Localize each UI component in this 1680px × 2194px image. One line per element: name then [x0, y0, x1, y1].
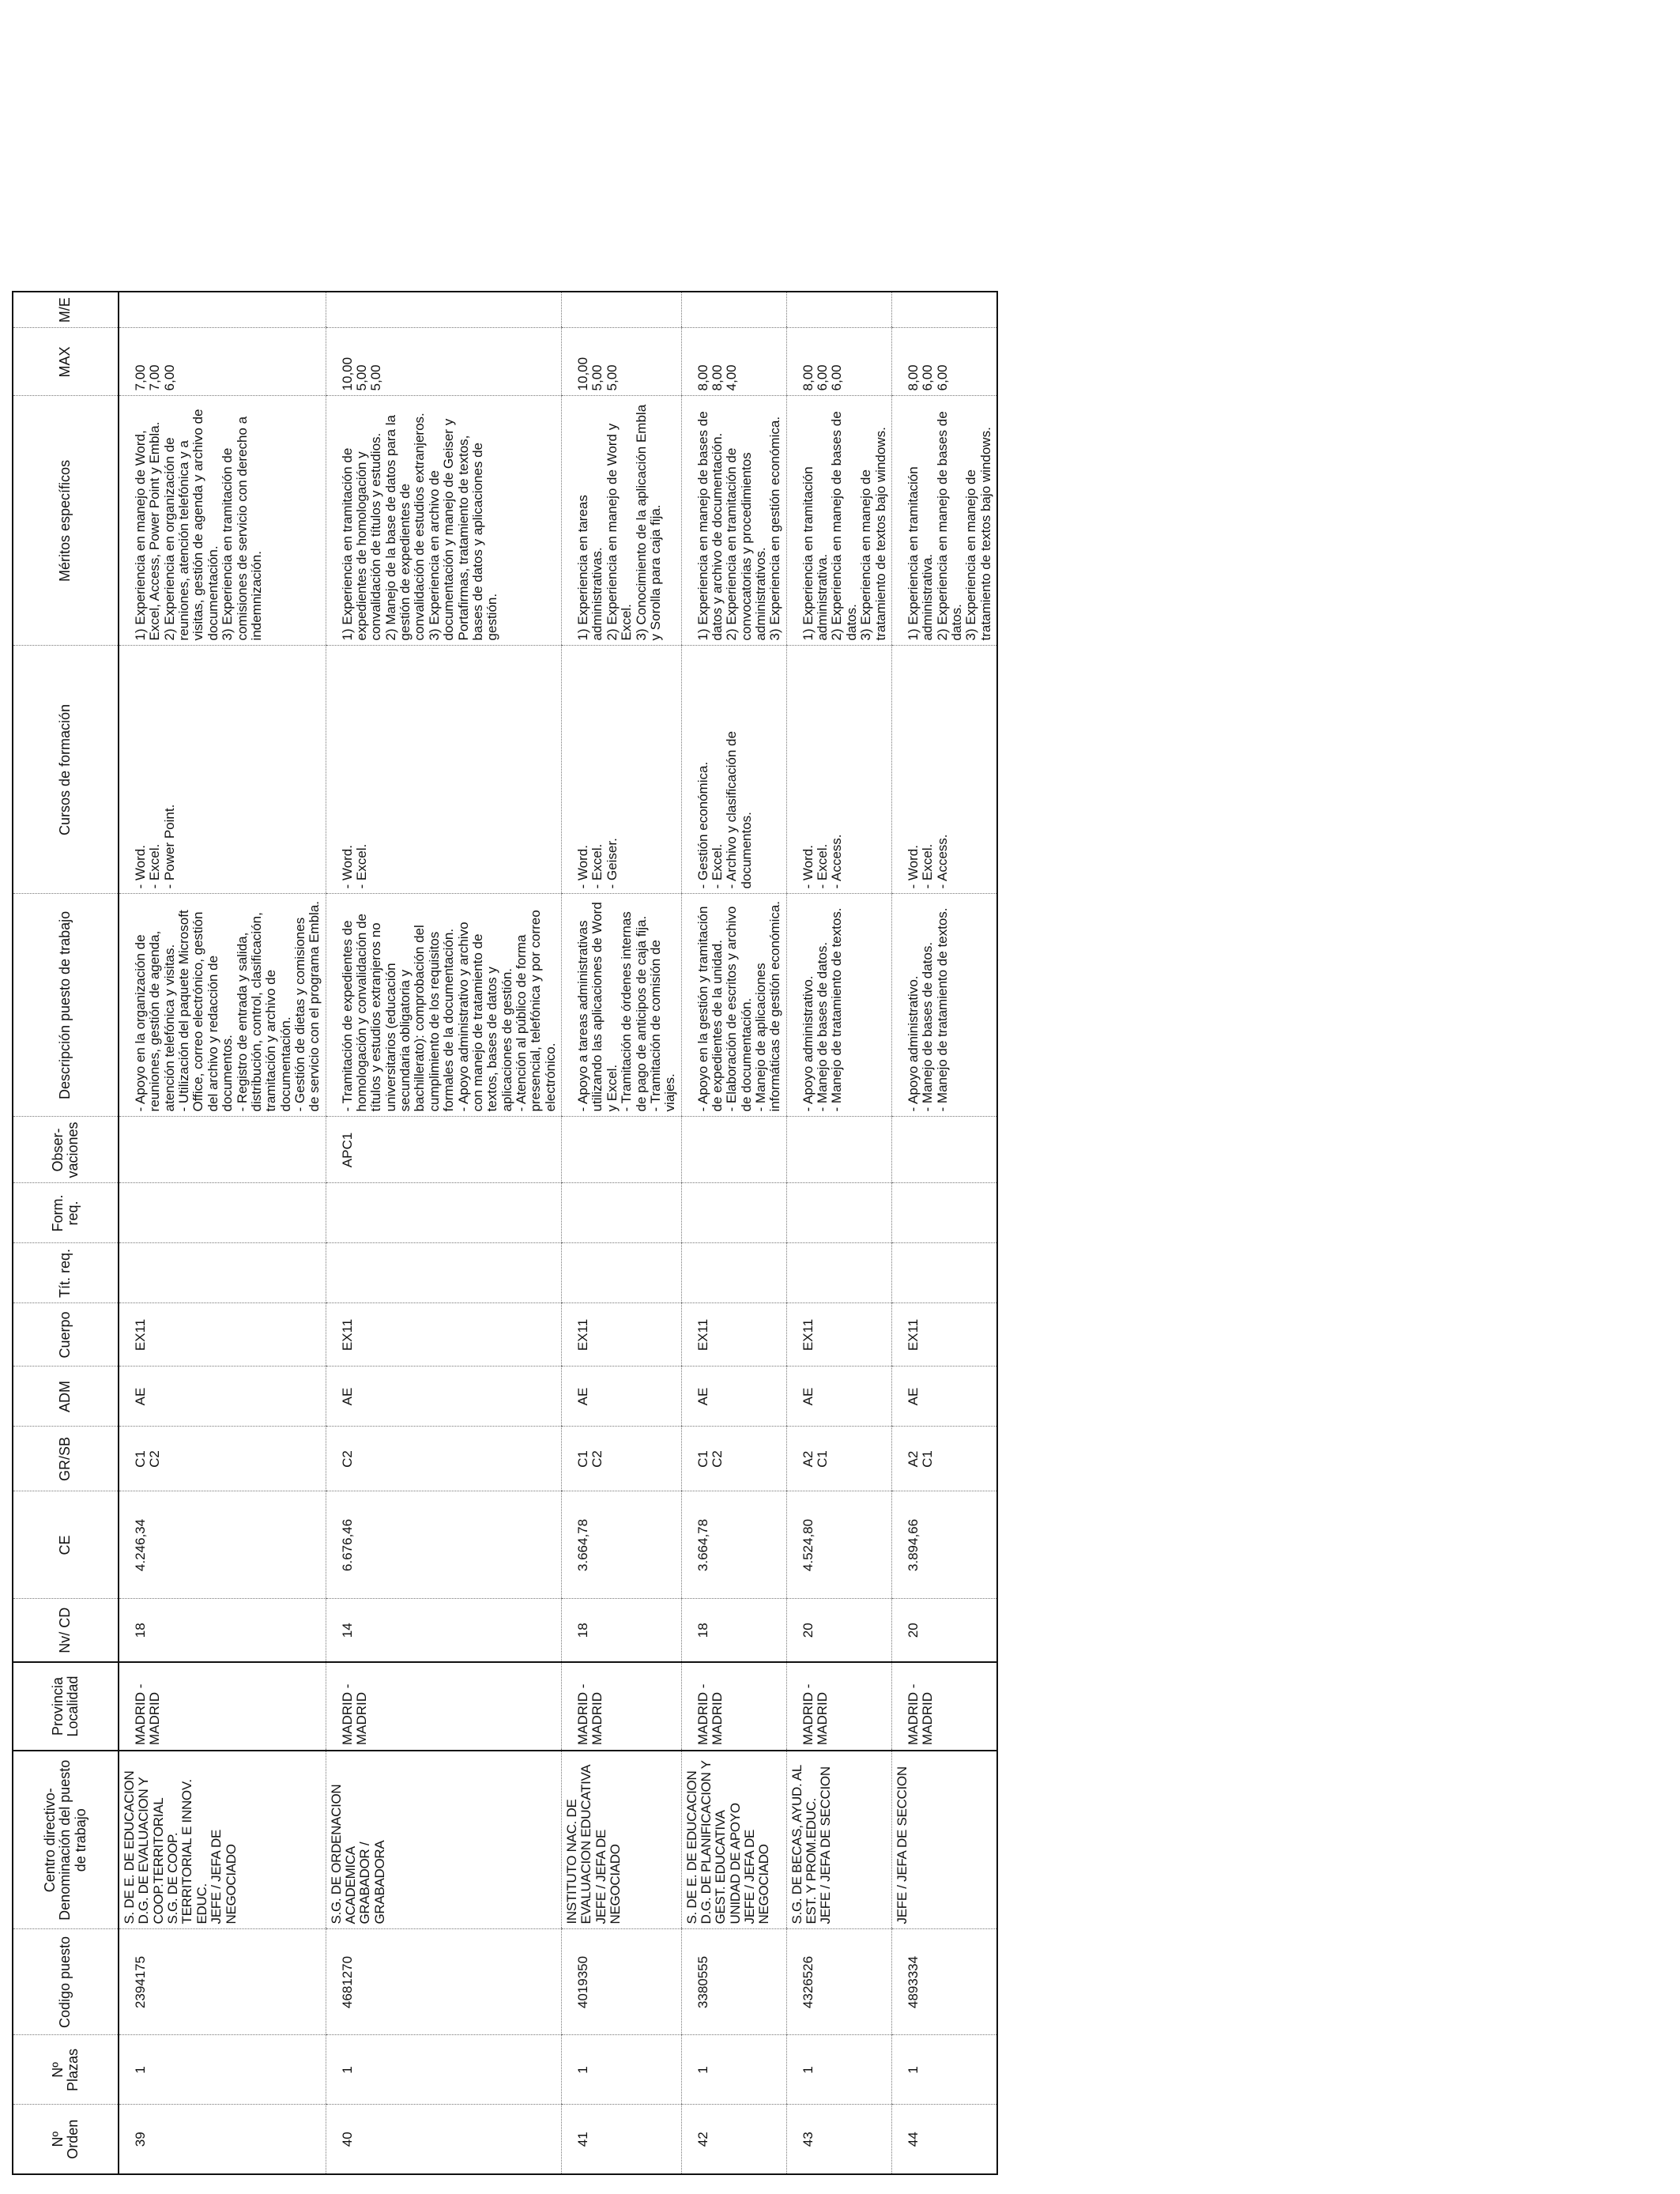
- descripcion-line: - Elaboración de escritos y archivo de documentación.: [724, 906, 754, 1112]
- merito-item: 2) Experiencia en manejo de bases de datos.: [934, 411, 964, 641]
- max-cell: [681, 328, 786, 396]
- centro-cell: [681, 1751, 786, 1929]
- puesto-name: JEFE / JEFA DE SECCION: [894, 1766, 910, 1924]
- descripcion-line: - Tramitación de órdenes internas de pago de anticipos de caja fija.: [619, 911, 649, 1112]
- curso-item: - Word.: [800, 845, 816, 889]
- max-value: 5,00: [590, 364, 605, 391]
- cursos-cell: [891, 646, 997, 894]
- grupo-cell: [681, 1427, 786, 1491]
- max-value: 5,00: [354, 364, 370, 391]
- descripcion-line: - Tramitación de comisión de viajes.: [647, 940, 678, 1112]
- nivel-cell: 20: [891, 1599, 997, 1662]
- max-value: 5,00: [604, 364, 620, 391]
- centro-line: S.G. DE COOP. TERRITORIAL E INNOV. EDUC.: [165, 1779, 209, 1924]
- curso-item: - Power Point.: [161, 804, 177, 889]
- titulacion-cell: [326, 1243, 561, 1303]
- titulacion-cell: [786, 1243, 891, 1303]
- descripcion-cell: [786, 894, 891, 1117]
- cuerpo-cell: EX11: [786, 1303, 891, 1367]
- grupo-value: C1: [815, 1450, 831, 1468]
- codigo-cell: 4326526: [786, 1929, 891, 2035]
- provincia-cell: MADRID - MADRID: [119, 1662, 326, 1751]
- merito-item: 1) Experiencia en tramitación de expedientes de homologación y convalidación de títulos y estudios.: [339, 432, 384, 641]
- descripcion-line: - Registro de entrada y salida, distribución, control, clasificación, tramitación y archivo de documentación.: [234, 912, 293, 1112]
- observaciones-cell: APC1: [326, 1117, 561, 1183]
- orden-cell: 44: [891, 2105, 997, 2174]
- meritos-cell: [681, 396, 786, 646]
- table-row: [681, 292, 786, 2174]
- curso-item: - Word.: [133, 845, 148, 889]
- codigo-cell: 4893334: [891, 1929, 997, 2035]
- table-row: [119, 292, 326, 2174]
- max-value: 6,00: [829, 364, 845, 391]
- curso-item: - Excel.: [147, 843, 163, 889]
- grupo-value: C1: [133, 1450, 148, 1468]
- descripcion-line: - Apoyo en la organización de reuniones, gestión de agenda, atención telefónica y visitas.: [133, 930, 177, 1112]
- merito-item: 2) Experiencia en tramitación de convocatorias y procedimientos administrativos.: [724, 447, 769, 641]
- grupo-value: C2: [339, 1450, 355, 1468]
- descripcion-cell: [119, 894, 326, 1117]
- descripcion-line: - Utilización del paquete Microsoft Office, correo electrónico, gestión del archivo y redacción de documentos.: [176, 910, 235, 1112]
- header-codigo: Codigo puesto: [13, 1929, 119, 2035]
- max-cell: [786, 328, 891, 396]
- max-cell: [562, 328, 682, 396]
- cursos-cell: [326, 646, 561, 894]
- centro-line: D.G. DE PLANIFICACION Y GEST. EDUCATIVA: [698, 1760, 729, 1924]
- me-cell: [562, 292, 682, 328]
- curso-item: - Access.: [934, 834, 950, 889]
- centro-line: S.G. DE ORDENACION ACADEMICA: [328, 1784, 359, 1924]
- grupo-value: C2: [590, 1450, 605, 1468]
- plazas-cell: 1: [326, 2035, 561, 2105]
- table-row: [562, 292, 682, 2174]
- formacion-cell: [681, 1183, 786, 1243]
- meritos-cell: [119, 396, 326, 646]
- header-orden: Nº Orden: [13, 2105, 119, 2174]
- titulacion-cell: [119, 1243, 326, 1303]
- header-cursos: Cursos de formación: [13, 646, 119, 894]
- header-ce: CE: [13, 1491, 119, 1599]
- max-value: 10,00: [575, 356, 591, 391]
- adm-cell: AE: [786, 1367, 891, 1427]
- descripcion-line: - Manejo de bases de datos.: [815, 941, 831, 1112]
- grupo-value: C2: [709, 1450, 725, 1468]
- ce-cell: 6.676,46: [326, 1491, 561, 1599]
- formacion-cell: [326, 1183, 561, 1243]
- grupo-value: C1: [695, 1450, 710, 1468]
- provincia-cell: MADRID - MADRID: [786, 1662, 891, 1751]
- descripcion-line: - Apoyo administrativo.: [800, 975, 816, 1112]
- table-body: [119, 292, 997, 2174]
- merito-item: 2) Experiencia en organización de reuniones, atención telefónica y a visitas, gestión de agenda y archivo de documentación.: [161, 409, 220, 641]
- cuerpo-cell: EX11: [119, 1303, 326, 1367]
- centro-line: UNIDAD DE APOYO: [727, 1803, 743, 1924]
- meritos-cell: [562, 396, 682, 646]
- observaciones-cell: [681, 1117, 786, 1183]
- header-meritos: Méritos específicos: [13, 396, 119, 646]
- curso-item: - Excel.: [590, 843, 605, 889]
- puesto-name: GRABADOR / GRABADORA: [357, 1840, 387, 1924]
- max-cell: [119, 328, 326, 396]
- header-plazas: Nº Plazas: [13, 2035, 119, 2105]
- centro-cell: [119, 1751, 326, 1929]
- header-grupo: GR/SB: [13, 1427, 119, 1491]
- curso-item: - Excel.: [709, 843, 725, 889]
- ce-cell: 3.894,66: [891, 1491, 997, 1599]
- nivel-cell: 18: [562, 1599, 682, 1662]
- job-positions-table: [12, 291, 998, 2175]
- provincia-cell: MADRID - MADRID: [891, 1662, 997, 1751]
- plazas-cell: 1: [562, 2035, 682, 2105]
- header-centro: Centro directivo-Denominación del puesto de trabajo: [13, 1751, 119, 1929]
- header-observaciones: Obser-vaciones: [13, 1117, 119, 1183]
- curso-item: - Archivo y clasificación de documentos.: [724, 731, 754, 889]
- cursos-cell: [786, 646, 891, 894]
- max-value: 6,00: [920, 364, 936, 391]
- nivel-cell: 18: [119, 1599, 326, 1662]
- nivel-cell: 14: [326, 1599, 561, 1662]
- curso-item: - Word.: [575, 845, 591, 889]
- puesto-name: JEFE / JEFA DE SECCION: [818, 1766, 834, 1924]
- cursos-cell: [681, 646, 786, 894]
- curso-item: - Excel.: [815, 843, 831, 889]
- provincia-cell: MADRID - MADRID: [326, 1662, 561, 1751]
- observaciones-cell: [562, 1117, 682, 1183]
- observaciones-cell: [891, 1117, 997, 1183]
- merito-item: 2) Manejo de la base de datos para la gestión de expedientes de convalidación de estudios extranjeros.: [382, 413, 428, 641]
- merito-item: 1) Experiencia en tramitación administrativa.: [905, 466, 936, 641]
- grupo-value: C2: [147, 1450, 163, 1468]
- centro-line: S. DE E. DE EDUCACION: [122, 1770, 137, 1924]
- header-titulacion: Tít. req.: [13, 1243, 119, 1303]
- adm-cell: AE: [562, 1367, 682, 1427]
- plazas-cell: 1: [891, 2035, 997, 2105]
- observaciones-cell: [786, 1117, 891, 1183]
- max-value: 4,00: [724, 364, 740, 391]
- grupo-cell: [119, 1427, 326, 1491]
- cursos-cell: [562, 646, 682, 894]
- curso-item: - Access.: [829, 834, 845, 889]
- merito-item: 3) Experiencia en archivo de documentación y manejo de Geiser y Portafirmas, tratamiento de textos, bases de datos y aplicaciones de gestión.: [426, 418, 500, 641]
- centro-cell: [891, 1751, 997, 1929]
- merito-item: 3) Conocimiento de la aplicación Embla y Sorolla para caja fija.: [633, 404, 663, 641]
- merito-item: 1) Experiencia en tramitación administrativa.: [800, 466, 831, 641]
- descripcion-line: - Manejo de bases de datos.: [920, 941, 936, 1112]
- max-value: 6,00: [161, 364, 177, 391]
- table-row: [786, 292, 891, 2174]
- max-cell: [891, 328, 997, 396]
- header-formacion: Form. req.: [13, 1183, 119, 1243]
- me-cell: [786, 292, 891, 328]
- codigo-cell: 4019350: [562, 1929, 682, 2035]
- max-value: 8,00: [695, 364, 710, 391]
- orden-cell: 41: [562, 2105, 682, 2174]
- grupo-cell: [562, 1427, 682, 1491]
- adm-cell: AE: [326, 1367, 561, 1427]
- adm-cell: AE: [681, 1367, 786, 1427]
- max-value: 7,00: [147, 364, 163, 391]
- header-adm: ADM: [13, 1367, 119, 1427]
- curso-item: - Word.: [339, 845, 355, 889]
- meritos-cell: [891, 396, 997, 646]
- grupo-value: A2: [905, 1450, 921, 1468]
- ce-cell: 4.246,34: [119, 1491, 326, 1599]
- curso-item: - Word.: [905, 845, 921, 889]
- grupo-value: A2: [800, 1450, 816, 1468]
- orden-cell: 43: [786, 2105, 891, 2174]
- codigo-cell: 3380555: [681, 1929, 786, 2035]
- adm-cell: AE: [119, 1367, 326, 1427]
- merito-item: 3) Experiencia en gestión económica.: [767, 416, 783, 641]
- max-value: 5,00: [368, 364, 384, 391]
- ce-cell: 3.664,78: [681, 1491, 786, 1599]
- header-descripcion: Descripción puesto de trabajo: [13, 894, 119, 1117]
- me-cell: [891, 292, 997, 328]
- max-value: 10,00: [339, 356, 355, 391]
- plazas-cell: 1: [681, 2035, 786, 2105]
- nivel-cell: 18: [681, 1599, 786, 1662]
- merito-item: 1) Experiencia en tareas administrativas.: [575, 495, 605, 641]
- descripcion-line: - Apoyo a tareas administrativas utilizando las aplicaciones de Word y Excel.: [575, 902, 620, 1112]
- max-value: 8,00: [800, 364, 816, 391]
- puesto-name: JEFE / JEFA DE NEGOCIADO: [593, 1829, 623, 1924]
- grupo-cell: [326, 1427, 561, 1491]
- grupo-value: C1: [575, 1450, 591, 1468]
- formacion-cell: [119, 1183, 326, 1243]
- me-cell: [681, 292, 786, 328]
- table-header-row: [13, 292, 119, 2174]
- descripcion-cell: [562, 894, 682, 1117]
- grupo-cell: [786, 1427, 891, 1491]
- grupo-value: C1: [920, 1450, 936, 1468]
- observaciones-cell: [119, 1117, 326, 1183]
- centro-line: D.G. DE EVALUACION Y COOP.TERRITORIAL: [136, 1777, 166, 1924]
- meritos-cell: [786, 396, 891, 646]
- descripcion-line: - Atención al público de forma presencial, telefónica y por correo electrónico.: [513, 910, 558, 1112]
- curso-item: - Gestión económica.: [695, 761, 710, 889]
- header-provincia: Provincia Localidad: [13, 1662, 119, 1751]
- table-row: [326, 292, 561, 2174]
- orden-cell: 40: [326, 2105, 561, 2174]
- header-max: MAX: [13, 328, 119, 396]
- curso-item: - Excel.: [354, 843, 370, 889]
- grupo-cell: [891, 1427, 997, 1491]
- descripcion-line: - Tramitación de expedientes de homologación y convalidación de títulos y estudios extranjeros no universitarios (educación secundaria obligatoria y bachillerato): comprobación del cumplimiento de los requisitos formales de la documentación.: [339, 914, 457, 1112]
- codigo-cell: 4681270: [326, 1929, 561, 2035]
- centro-line: S. DE E. DE EDUCACION: [684, 1770, 699, 1924]
- header-nivel: Nv/ CD: [13, 1599, 119, 1662]
- descripcion-line: - Gestión de dietas y comisiones de servicio con el programa Embla.: [292, 900, 322, 1112]
- centro-line: S.G. DE BECAS, AYUD. AL EST. Y PROM.EDUC.: [789, 1765, 819, 1924]
- centro-cell: [562, 1751, 682, 1929]
- max-value: 6,00: [934, 364, 950, 391]
- descripcion-cell: [681, 894, 786, 1117]
- titulacion-cell: [681, 1243, 786, 1303]
- titulacion-cell: [891, 1243, 997, 1303]
- max-cell: [326, 328, 561, 396]
- descripcion-line: - Apoyo en la gestión y tramitación de expedientes de la unidad.: [695, 906, 725, 1112]
- descripcion-line: - Manejo de aplicaciones informáticas de gestión económica.: [753, 900, 783, 1112]
- table-row: [891, 292, 997, 2174]
- titulacion-cell: [562, 1243, 682, 1303]
- me-cell: [119, 292, 326, 328]
- merito-item: 2) Experiencia en manejo de bases de datos.: [829, 411, 859, 641]
- ce-cell: 3.664,78: [562, 1491, 682, 1599]
- max-value: 8,00: [905, 364, 921, 391]
- centro-cell: [326, 1751, 561, 1929]
- cursos-cell: [119, 646, 326, 894]
- descripcion-cell: [326, 894, 561, 1117]
- cuerpo-cell: EX11: [326, 1303, 561, 1367]
- merito-item: 2) Experiencia en manejo de Word y Excel.: [604, 423, 635, 641]
- descripcion-line: - Manejo de tratamiento de textos.: [829, 907, 845, 1112]
- orden-cell: 42: [681, 2105, 786, 2174]
- meritos-cell: [326, 396, 561, 646]
- header-me: M/E: [13, 292, 119, 328]
- formacion-cell: [562, 1183, 682, 1243]
- centro-line: INSTITUTO NAC. DE EVALUACION EDUCATIVA: [564, 1764, 594, 1924]
- formacion-cell: [786, 1183, 891, 1243]
- me-cell: [326, 292, 561, 328]
- merito-item: 3) Experiencia en manejo de tratamiento de textos bajo windows.: [858, 427, 888, 641]
- max-value: 8,00: [709, 364, 725, 391]
- provincia-cell: MADRID - MADRID: [681, 1662, 786, 1751]
- puesto-name: JEFE / JEFA DE NEGOCIADO: [209, 1829, 239, 1924]
- descripcion-line: - Manejo de tratamiento de textos.: [934, 907, 950, 1112]
- cuerpo-cell: EX11: [681, 1303, 786, 1367]
- orden-cell: 39: [119, 2105, 326, 2174]
- centro-cell: [786, 1751, 891, 1929]
- cuerpo-cell: EX11: [562, 1303, 682, 1367]
- descripcion-cell: [891, 894, 997, 1117]
- puesto-name: JEFE / JEFA DE NEGOCIADO: [742, 1829, 772, 1924]
- codigo-cell: 2394175: [119, 1929, 326, 2035]
- curso-item: - Excel.: [920, 843, 936, 889]
- max-value: 7,00: [133, 364, 148, 391]
- descripcion-line: - Apoyo administrativo y archivo con manejo de tratamiento de textos, bases de datos y aplicaciones de gestión.: [455, 922, 514, 1112]
- formacion-cell: [891, 1183, 997, 1243]
- merito-item: 3) Experiencia en manejo de tratamiento de textos bajo windows.: [963, 427, 993, 641]
- nivel-cell: 20: [786, 1599, 891, 1662]
- ce-cell: 4.524,80: [786, 1491, 891, 1599]
- adm-cell: AE: [891, 1367, 997, 1427]
- plazas-cell: 1: [119, 2035, 326, 2105]
- curso-item: - Geiser.: [604, 838, 620, 889]
- cuerpo-cell: EX11: [891, 1303, 997, 1367]
- plazas-cell: 1: [786, 2035, 891, 2105]
- merito-item: 1) Experiencia en manejo de bases de datos y archivo de documentación.: [695, 411, 725, 641]
- descripcion-line: - Apoyo administrativo.: [905, 975, 921, 1112]
- header-cuerpo: Cuerpo: [13, 1303, 119, 1367]
- merito-item: 3) Experiencia en tramitación de comisiones de servicio con derecho a indemnización.: [220, 416, 264, 641]
- provincia-cell: MADRID - MADRID: [562, 1662, 682, 1751]
- max-value: 6,00: [815, 364, 831, 391]
- merito-item: 1) Experiencia en manejo de Word, Excel, Access, Power Point y Embla.: [133, 421, 163, 641]
